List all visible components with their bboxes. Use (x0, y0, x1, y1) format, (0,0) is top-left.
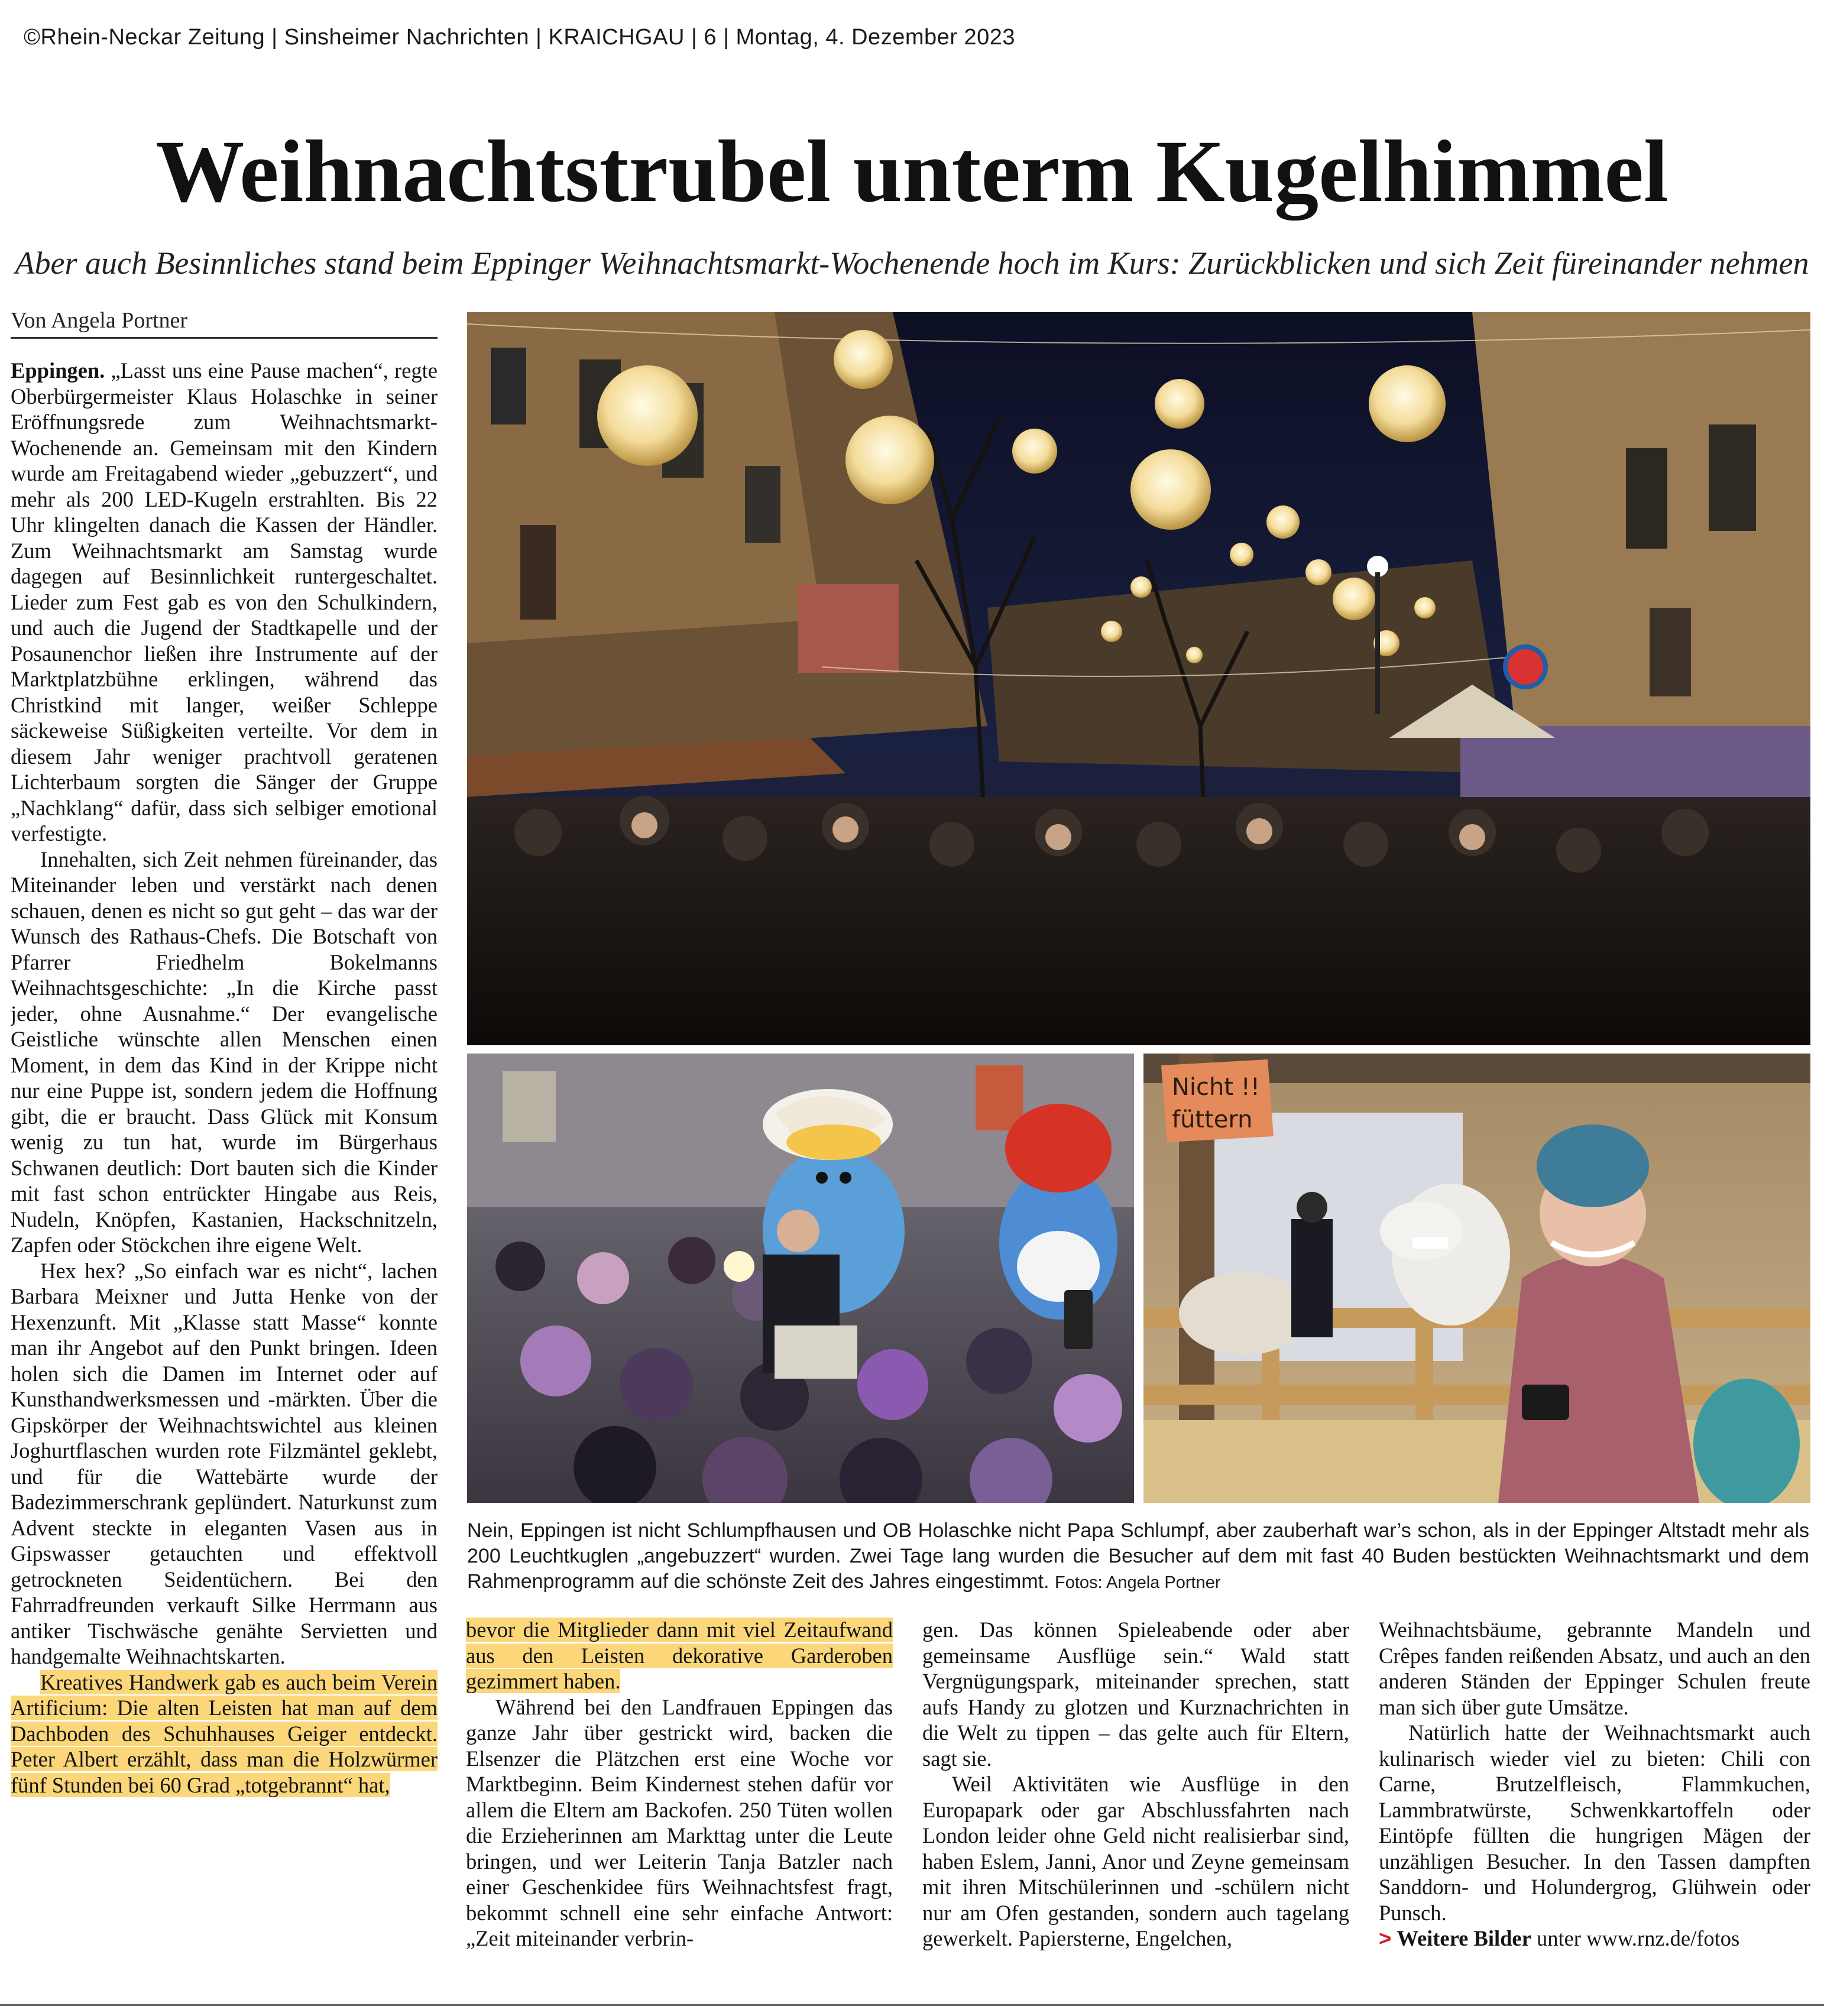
highlighted-text: Kreatives Handwerk gab es auch beim Verein Artificium: Die alten Leisten hat man auf dem Dachboden des Schuhhauses Geiger entdeckt. Peter Albert erzählt, dass man die Holzwürmer fünf Stunden bei 60 Grad „totgebrannt“ hat, (11, 1670, 438, 1797)
article-column-2 (466, 1617, 893, 1989)
photo-credit: Fotos: Angela Portner (1055, 1573, 1221, 1592)
paragraph (466, 1617, 893, 1694)
photo-children-smurf (467, 1054, 1134, 1503)
article-column-4 (1379, 1617, 1810, 1989)
paragraph: Hex hex? „So einfach war es nicht“, lachen Barbara Meixner und Jutta Henke von der Hexenzunft. Mit „Klasse statt Masse“ konnte man ihr Angebot auf den Punkt bringen. Ideen holen sich die Damen im Internet oder auf Kunsthandwerksmessen und -märkten. Über die Gipskörper der Weihnachtswichtel aus kleinen Joghurtflaschen wurden rote Filzmäntel geklebt, und für die Wattebärte wurde der Badezimmerschrank geplündert. Naturkunst zum Advent steckte in eleganten Vasen aus in Gipswasser getauchten und effektvoll getrockneten Seidentüchern. Bei den Fahrradfreunden verkauft Silke Herrmann aus antiker Tischwäsche genähte Servietten und handgemalte Weihnachtskarten. (11, 1258, 438, 1668)
newspaper-header: ©Rhein-Neckar Zeitung | Sinsheimer Nachrichten | KRAICHGAU | 6 | Montag, 4. Dezember 2023 (24, 25, 1015, 50)
sign-text: Nicht !! (1172, 1074, 1260, 1101)
paragraph-text: „Lasst uns eine Pause machen“, regte Oberbürgermeister Klaus Holaschke in seiner Eröffnungsrede zum Weihnachtsmarkt-Wochenende an. Gemeinsam mit den Kindern wurde am Freitagabend wieder „gebuzzert“, und mehr als 200 LED-Kugeln erstrahlten. Bis 22 Uhr klingelten danach die Kassen der Händler. Zum Weihnachtsmarkt am Samstag wurde dagegen auf Besinnlichkeit runtergeschaltet. Lieder zum Fest gab es von den Schulkindern, und auch die Jugend der Stadtkapelle und der Posaunenchor ließen ihre Instrumente auf der Marktplatzbühne erklingen, während das Christkind mit langer, weißer Schleppe säckeweise Süßigkeiten verteilte. Vor dem in diesem Jahr weniger prachtvoll geratenen Lichterbaum sorgten die Sänger der Gruppe „Nachklang“ dafür, dass sich selbiger emotional verfestigte. (11, 358, 438, 845)
paragraph: Natürlich hatte der Weihnachtsmarkt auch kulinarisch wieder viel zu bieten: Chili con Carne, Brutzelfleisch, Flammkuchen, Lammbratwürste, Schwenkkartoffeln oder Eintöpfe füllten die hungrigen Mägen der unzähligen Besucher. In den Tassen dampften Sanddorn- und Holundergrog, Glühwein oder Punsch. (1379, 1720, 1810, 1925)
headline: Weihnachtstrubel unterm Kugelhimmel (155, 122, 1669, 221)
dateline: Eppingen. (11, 358, 105, 383)
photo-petting-zoo (1143, 1054, 1810, 1503)
photo-market-street (467, 312, 1810, 1045)
caption-text: Nein, Eppingen ist nicht Schlumpfhausen und OB Holaschke nicht Papa Schlumpf, aber zauberhaft war’s schon, als in der Eppinger Altstadt mehr als 200 Leuchtkuglen „angebuzzert“ wurden. Zwei Tage lang wurden die Besucher auf dem mit fast 40 Buden bestückten Weihnachtsmarkt und dem Rahmenprogramm auf die schönste Zeit des Jahres eingestimmt. (467, 1519, 1809, 1593)
paragraph: Innehalten, sich Zeit nehmen füreinander, das Miteinander leben und verstärkt nach denen schauen, denen es nicht so gut geht – das war der Wunsch des Rathaus-Chefs. Die Botschaft von Pfarrer Friedhelm Bokelmanns Weihnachtsgeschichte: „In die Kirche passt jeder, ohne Ausnahme.“ Der evangelische Geistliche wünschte allen Menschen einen Moment, in dem das Kind in der Krippe nicht nur eine Puppe ist, sondern jedem die Hoffnung gibt, die er braucht. Dass Glück mit Konsum wenig zu tun hat, wurde im Bürgerhaus Schwanen deutlich: Dort bauten sich die Kinder mit fast schon entrückter Hingabe aus Reis, Nudeln, Knöpfen, Kastanien, Hackschnitzeln, Zapfen oder Stöckchen ihre eigene Welt. (11, 847, 438, 1257)
paragraph: gen. Das können Spieleabende oder aber gemeinsame Ausflüge sein.“ Wald statt Vergnügungspark, miteinander sprechen, statt aufs Handy zu glotzen und Kurznachrichten in die Welt zu tippen – das gelte auch für Eltern, sagt sie. (922, 1618, 1349, 1771)
children-smurf-illustration (467, 1054, 1134, 1503)
paragraph (11, 1670, 438, 1798)
highlighted-text: bevor die Mitglieder dann mit viel Zeitaufwand aus den Leisten dekorative Garderoben gezimmert haben. (466, 1618, 893, 1693)
petting-zoo-illustration (1143, 1054, 1810, 1503)
more-photos-url: unter www.rnz.de/fotos (1536, 1926, 1740, 1950)
svg-text:füttern: füttern (1172, 1106, 1253, 1133)
arrow-icon: > (1379, 1926, 1392, 1950)
bottom-rule (0, 2004, 1824, 2006)
paragraph: Während bei den Landfrauen Eppingen das ganze Jahr über gestrickt wird, backen die Elsenzer die Plätzchen erst eine Woche vor Marktbeginn. Beim Kindernest stehen dafür vor allem die Eltern am Backofen. 250 Tüten wollen die Erzieherinnen am Markttag unter die Leute bringen, und wer Leiterin Tanja Batzler nach einer Geschenkidee fürs Weihnachtsfest fragt, bekommt schnell eine sehr einfache Antwort: „Zeit miteinander verbrin- (466, 1694, 893, 1950)
more-photos-link[interactable] (1379, 1926, 1810, 1952)
paragraph (11, 358, 438, 847)
photo-caption (467, 1518, 1809, 1596)
paragraph: Weil Aktivitäten wie Ausflüge in den Europapark oder gar Abschlussfahrten nach London leider ohne Geld nicht realisierbar sind, haben Eslem, Janni, Anor und Zeyne gemeinsam mit ihren Mitschülerinnen und -schülern nicht nur am Ofen gestanden, sondern auch tagelang gewerkelt. Papiersterne, Engelchen, (922, 1772, 1349, 1950)
article-column-1 (11, 358, 438, 1989)
subheadline: Aber auch Besinnliches stand beim Eppinger Weihnachtsmarkt-Wochenende hoch im Kurs: Zurückblicken und sich Zeit füreinander nehmen (15, 245, 1809, 281)
article-column-3 (922, 1617, 1349, 1989)
byline: Von Angela Portner (11, 307, 438, 339)
market-street-illustration (467, 312, 1810, 1045)
paragraph: Weihnachtsbäume, gebrannte Mandeln und Crêpes fanden reißenden Absatz, und auch an den anderen Ständen der Eppinger Schulen freute man sich über gute Umsätze. (1379, 1618, 1810, 1719)
more-photos-label: Weitere Bilder (1397, 1926, 1531, 1950)
